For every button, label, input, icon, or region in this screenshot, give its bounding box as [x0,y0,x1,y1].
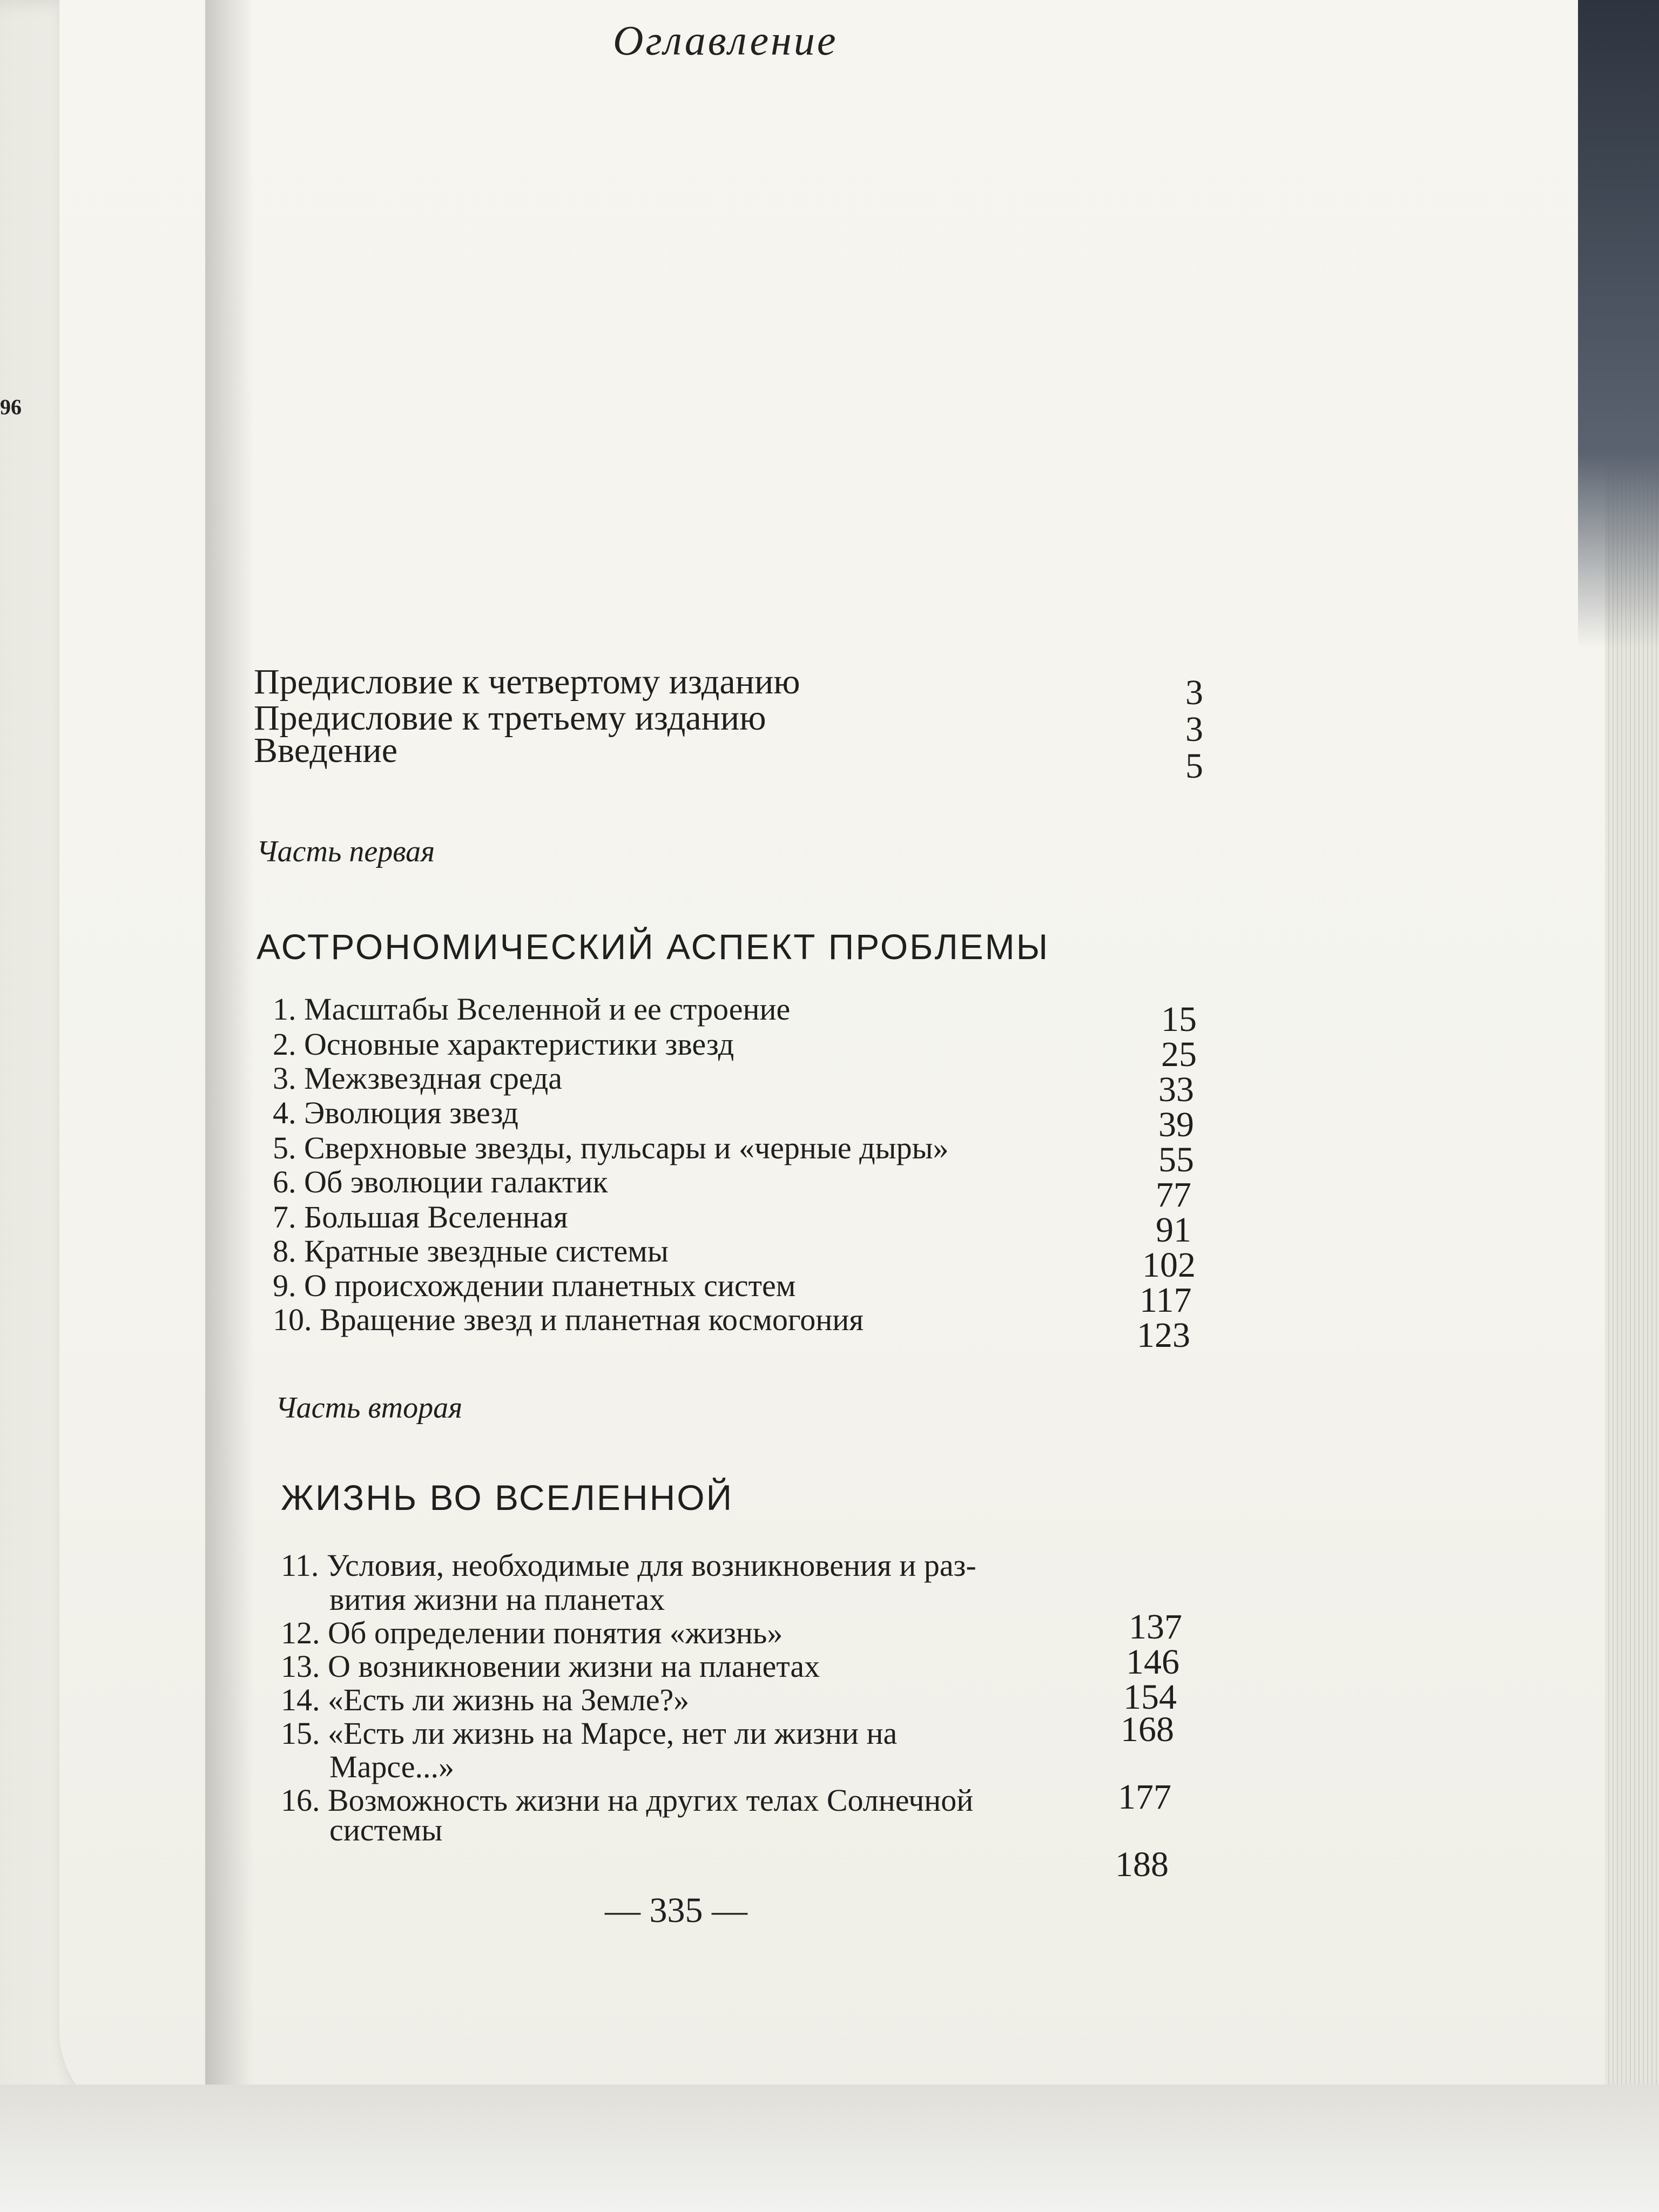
toc-entry: 2. Основные характеристики звезд [273,1027,734,1062]
toc-entry: 8. Кратные звездные системы [273,1233,669,1269]
book-gutter [205,0,254,2212]
toc-entry-page: 33 [1158,1070,1194,1109]
front-matter-page-2: 3 [1185,710,1203,749]
toc-entry-page: 137 [1129,1607,1182,1647]
toc-entry-line: Марсе...» [329,1749,455,1784]
toc-entry-page: 154 [1123,1677,1177,1717]
toc-entry-page: 15 [1161,1000,1197,1039]
page-title: Оглавление [613,17,838,64]
toc-entry-page: 146 [1126,1642,1179,1682]
toc-entry-line: вития жизни на планетах [329,1582,665,1617]
part-two-label: Часть вторая [275,1391,463,1425]
toc-entry-line: 14. «Есть ли жизнь на Земле?» [281,1682,690,1717]
toc-entry-line: 12. Об определении понятия «жизнь» [281,1615,783,1650]
part-two-heading: ЖИЗНЬ ВО ВСЕЛЕННОЙ [281,1478,734,1518]
toc-entry: 9. О происхождении планетных систем [273,1268,796,1303]
part-one-heading: АСТРОНОМИЧЕСКИЙ АСПЕКТ ПРОБЛЕМЫ [257,927,1050,967]
toc-entry: 7. Большая Вселенная [273,1199,568,1235]
front-matter-page-3: 5 [1185,746,1203,786]
front-matter-label-3: Введение [254,731,398,770]
toc-entry: 6. Об эволюции галактик [273,1164,608,1199]
toc-entry: 1. Масштабы Вселенной и ее строение [273,992,791,1027]
toc-entry-page: 188 [1115,1845,1169,1884]
toc-entry-page: 91 [1156,1210,1191,1250]
toc-entry-page: 39 [1158,1105,1194,1144]
toc-entry-line: системы [329,1812,443,1847]
front-matter-label-1: Предисловие к четвертому изданию [254,662,800,702]
background-corner [1578,0,1659,648]
toc-entry-page: 77 [1156,1175,1191,1215]
front-matter-page-1: 3 [1185,673,1203,712]
left-page-number: 96 [0,395,22,419]
toc-entry-line: 16. Возможность жизни на других телах Солнечной [281,1783,974,1818]
toc-entry-page: 123 [1137,1316,1190,1355]
toc-entry-page: 25 [1161,1035,1197,1074]
table-surface [0,2085,1659,2212]
part-one-label: Часть первая [257,835,435,868]
toc-entry-page: 117 [1139,1280,1192,1320]
toc-entry: 5. Сверхновые звезды, пульсары и «черные дыры» [273,1130,949,1165]
page-footer-number: — 335 — [605,1891,747,1930]
toc-entry: 3. Межзвездная среда [273,1061,563,1096]
toc-entry-line: 11. Условия, необходимые для возникновения и раз- [281,1548,976,1583]
toc-entry-page: 177 [1118,1777,1171,1817]
toc-entry-page: 55 [1158,1140,1194,1179]
toc-entry-line: 15. «Есть ли жизнь на Марсе, нет ли жизни на [281,1716,898,1751]
toc-entry-page: 102 [1142,1245,1196,1285]
toc-entry: 4. Эволюция звезд [273,1095,518,1130]
toc-entry: 10. Вращение звезд и планетная космогония [273,1302,864,1337]
front-matter-label-2: Предисловие к третьему изданию [254,698,766,738]
toc-entry-line: 13. О возникновении жизни на планетах [281,1649,820,1684]
toc-entry-page: 168 [1121,1710,1174,1749]
